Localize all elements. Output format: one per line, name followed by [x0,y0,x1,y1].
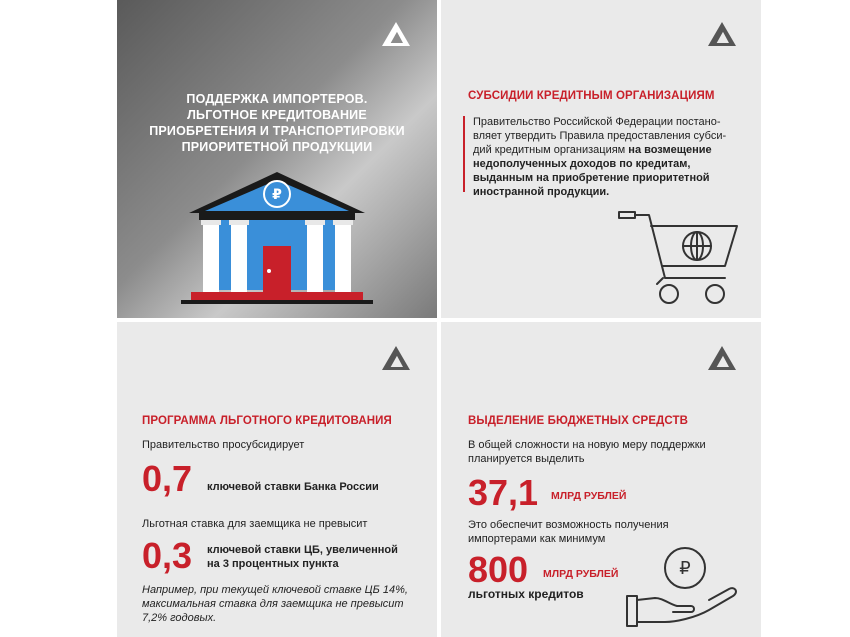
logo-icon [381,345,411,371]
example-text: Например, при текущей ключевой ставке ЦБ 14%, максимальная ставка для заемщика не превысит 7,2% годовых. [142,584,408,624]
panel-title: ПОДДЕРЖКА ИМПОРТЕРОВ. ЛЬГОТНОЕ КРЕДИТОВАНИЕ ПРИОБРЕТЕНИЯ И ТРАНСПОРТИРОВКИ ПРИОРИТЕТНОЙ ПРОДУКЦИИ [149,92,405,154]
big-number-rate: 0,7 [142,458,193,499]
panel-preferential-lending [117,322,437,637]
section-body: Правительство Российской Федерации постано- вляет утвердить Правила предоставления субси- дий кредитным организациям на возмещение недополученных доходов по кредитам, выданным на приобретение приоритетной иностранной продукции. [473,116,727,198]
hand-ruble-coin-icon [625,534,745,634]
panel-importer-support [117,0,437,318]
logo-icon [707,21,737,47]
panel-budget-allocation [441,322,761,637]
shopping-cart-globe-icon [617,208,741,308]
intro-text: В общей сложности на новую меру поддержки планируется выделить [468,439,706,465]
loans-description: льготных кредитов [468,587,584,601]
bank-building-icon [177,168,377,308]
mid-text: Это обеспечит возможность получения импортерами как минимум [468,519,669,545]
logo-icon [707,345,737,371]
budget-unit: МЛРД РУБЛЕЙ [551,490,627,502]
panel-credit-subsidies [441,0,761,318]
logo-icon [381,21,411,47]
loans-unit: МЛРД РУБЛЕЙ [543,568,619,580]
intro-text: Правительство просубсидирует [142,439,305,451]
ruble-symbol: ₽ [679,558,691,579]
ruble-symbol: ₽ [272,187,282,203]
rate-description: ключевой ставки Банка России [207,481,379,493]
accent-bar [463,116,465,192]
big-number-limit: 0,3 [142,535,193,576]
big-number-budget: 37,1 [468,472,539,513]
limit-text: Льготная ставка для заемщика не превысит [142,518,368,530]
limit-description: ключевой ставки ЦБ, увеличенной на 3 процентных пункта [207,544,398,570]
big-number-loans: 800 [468,549,529,590]
section-title: ВЫДЕЛЕНИЕ БЮДЖЕТНЫХ СРЕДСТВ [468,415,689,427]
section-title: ПРОГРАММА ЛЬГОТНОГО КРЕДИТОВАНИЯ [142,415,392,427]
section-title: СУБСИДИИ КРЕДИТНЫМ ОРГАНИЗАЦИЯМ [468,90,715,102]
